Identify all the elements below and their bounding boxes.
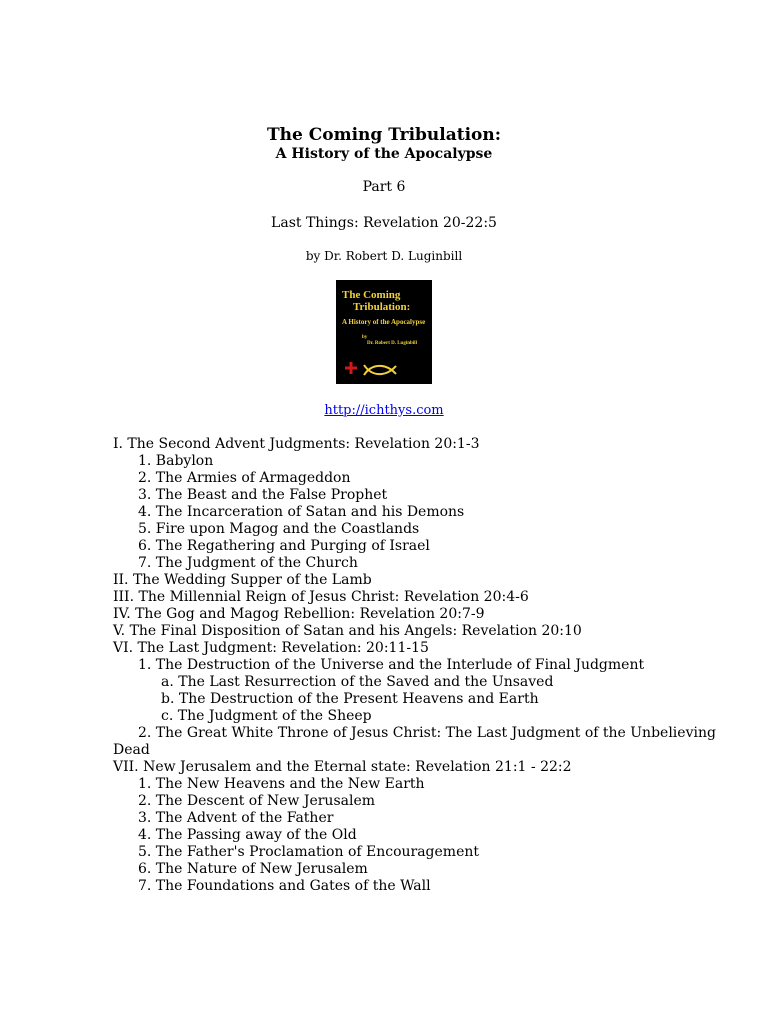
toc-item: Dead — [113, 742, 150, 758]
table-of-contents — [113, 436, 716, 895]
ichthys-fish-icon — [362, 362, 400, 378]
toc-item: III. The Millennial Reign of Jesus Christ: Revelation 20:4-6 — [113, 589, 529, 605]
toc-item: a. The Last Resurrection of the Saved and the Unsaved — [161, 674, 554, 690]
toc-item: VII. New Jerusalem and the Eternal state: Revelation 21:1 - 22:2 — [113, 759, 572, 775]
toc-item: II. The Wedding Supper of the Lamb — [113, 572, 372, 588]
toc-item: 1. The New Heavens and the New Earth — [138, 776, 425, 792]
cover-by: by — [362, 335, 368, 340]
document-title: The Coming Tribulation: — [266, 125, 502, 145]
toc-item: 4. The Passing away of the Old — [138, 827, 357, 843]
author-byline: by Dr. Robert D. Luginbill — [305, 249, 463, 263]
toc-item: 2. The Descent of New Jerusalem — [138, 793, 376, 809]
part-label: Part 6 — [362, 179, 406, 195]
toc-item: I. The Second Advent Judgments: Revelation 20:1-3 — [113, 436, 480, 452]
cross-icon — [344, 362, 358, 374]
cover-title-line2: Tribulation: — [353, 301, 411, 313]
website-link[interactable]: http://ichthys.com — [324, 403, 444, 418]
toc-item: 1. Babylon — [138, 453, 214, 469]
toc-item: V. The Final Disposition of Satan and his Angels: Revelation 20:10 — [113, 623, 582, 639]
toc-item: 6. The Regathering and Purging of Israel — [138, 538, 430, 554]
toc-item: VI. The Last Judgment: Revelation: 20:11-15 — [113, 640, 429, 656]
toc-item: 1. The Destruction of the Universe and the Interlude of Final Judgment — [138, 657, 645, 673]
toc-item: c. The Judgment of the Sheep — [161, 708, 372, 724]
book-cover-image — [336, 280, 432, 384]
cover-author: Dr. Robert D. Luginbill — [367, 341, 417, 346]
toc-item: 2. The Great White Throne of Jesus Christ: The Last Judgment of the Unbelieving — [138, 725, 716, 741]
toc-item: 5. Fire upon Magog and the Coastlands — [138, 521, 420, 537]
toc-item: 4. The Incarceration of Satan and his Demons — [138, 504, 465, 520]
cover-title-line1: The Coming — [342, 289, 401, 301]
document-subtitle: A History of the Apocalypse — [275, 146, 493, 162]
toc-item: 7. The Foundations and Gates of the Wall — [138, 878, 431, 894]
toc-item: 6. The Nature of New Jerusalem — [138, 861, 368, 877]
toc-item: 5. The Father's Proclamation of Encouragement — [138, 844, 480, 860]
toc-item: 2. The Armies of Armageddon — [138, 470, 351, 486]
cover-subtitle: A History of the Apocalypse — [342, 318, 426, 326]
toc-item: 3. The Advent of the Father — [138, 810, 334, 826]
toc-item: IV. The Gog and Magog Rebellion: Revelation 20:7-9 — [113, 606, 485, 622]
toc-item: 7. The Judgment of the Church — [138, 555, 358, 571]
section-heading: Last Things: Revelation 20-22:5 — [271, 215, 497, 231]
toc-item: 3. The Beast and the False Prophet — [138, 487, 388, 503]
toc-item: b. The Destruction of the Present Heavens and Earth — [161, 691, 539, 707]
